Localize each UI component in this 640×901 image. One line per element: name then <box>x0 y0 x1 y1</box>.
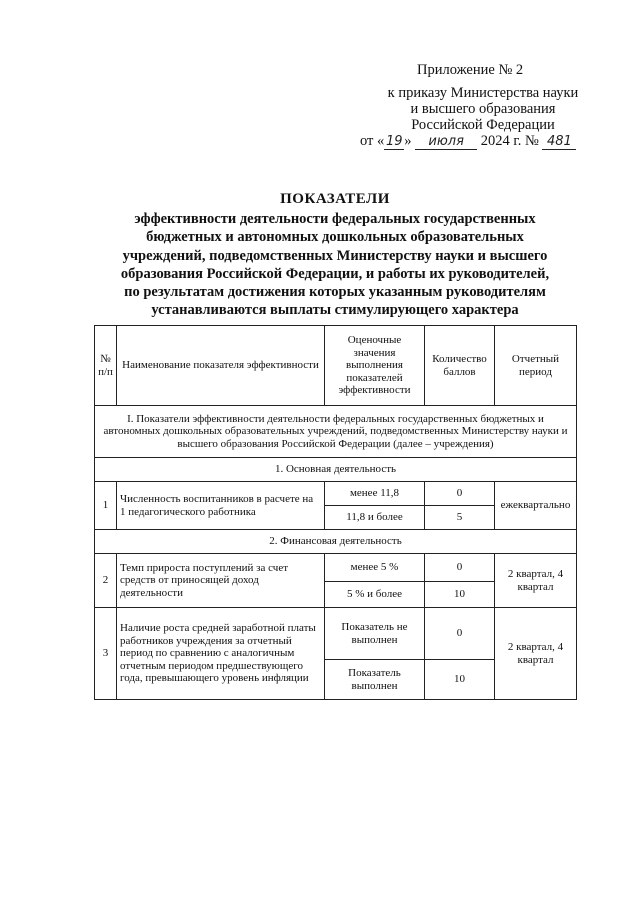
row-1-points-2: 5 <box>425 506 495 530</box>
row-1-name: Численность воспитанников в расчете на 1 педагогического работника <box>117 482 325 530</box>
row-3-value-2: Показатель выполнен <box>325 660 425 700</box>
date-prefix: от « <box>360 133 385 149</box>
document-heading <box>95 190 575 319</box>
table-row <box>95 554 577 582</box>
row-2-num: 2 <box>95 554 117 608</box>
row-2-value-2: 5 % и более <box>325 582 425 608</box>
row-1-points-1: 0 <box>425 482 495 506</box>
row-1-value-2: 11,8 и более <box>325 506 425 530</box>
row-1-num: 1 <box>95 482 117 530</box>
row-1-period: ежеквартально <box>495 482 577 530</box>
appendix-line-2: и высшего образования <box>410 101 556 117</box>
header-points: Количество баллов <box>425 326 495 406</box>
row-3-points-1: 0 <box>425 608 495 660</box>
subsection-row <box>95 458 577 482</box>
date-year: 2024 г. № <box>480 133 539 149</box>
appendix-title: Приложение № 2 <box>417 62 524 78</box>
row-2-value-1: менее 5 % <box>325 554 425 582</box>
appendix-block <box>340 62 610 150</box>
row-1-value-1: менее 11,8 <box>325 482 425 506</box>
subsection-row <box>95 530 577 554</box>
table-header-row <box>95 326 577 406</box>
row-2-points-2: 10 <box>425 582 495 608</box>
row-3-period: 2 квартал, 4 квартал <box>495 608 577 700</box>
heading-line: устанавливаются выплаты стимулирующего характера <box>151 302 519 319</box>
heading-title: ПОКАЗАТЕЛИ <box>280 191 390 207</box>
subsection-1-title: 1. Основная деятельность <box>95 458 577 482</box>
table-row <box>95 482 577 506</box>
row-3-num: 3 <box>95 608 117 700</box>
header-name: Наименование показателя эффективности <box>117 326 325 406</box>
subsection-2-title: 2. Финансовая деятельность <box>95 530 577 554</box>
heading-line: эффективности деятельности федеральных государственных <box>134 211 536 228</box>
row-2-name: Темп прироста поступлений за счет средств от приносящей доход деятельности <box>117 554 325 608</box>
row-2-points-1: 0 <box>425 554 495 582</box>
handwritten-month: июля <box>415 135 477 150</box>
order-date-line <box>360 133 610 150</box>
header-num: № п/п <box>95 326 117 406</box>
appendix-line-3: Российской Федерации <box>411 117 555 133</box>
header-period: Отчетный период <box>495 326 577 406</box>
heading-line: по результатам достижения которых указанным руководителям <box>124 284 546 301</box>
appendix-line-1: к приказу Министерства науки <box>387 85 579 101</box>
handwritten-order-number: 481 <box>542 135 576 150</box>
indicators-table <box>94 325 577 700</box>
row-3-value-1: Показатель не выполнен <box>325 608 425 660</box>
heading-line: учреждений, подведомственных Министерству науки и высшего <box>122 247 548 264</box>
handwritten-day: 19 <box>386 134 403 149</box>
row-3-points-2: 10 <box>425 660 495 700</box>
heading-line: бюджетных и автономных дошкольных образовательных <box>146 229 524 246</box>
section-1-title: I. Показатели эффективности деятельности федеральных государственных бюджетных и автономных дошкольных образовательных учреждений, подведомственных Министерству науки и высшего образования Российской Федерации (далее – учреждения) <box>95 406 577 458</box>
section-row <box>95 406 577 458</box>
heading-line: образования Российской Федерации, и работы их руководителей, <box>120 265 550 282</box>
table-row <box>95 608 577 660</box>
header-values: Оценочные значения выполнения показателей эффективности <box>325 326 425 406</box>
row-2-period: 2 квартал, 4 квартал <box>495 554 577 608</box>
date-mid: » <box>404 133 412 149</box>
row-3-name: Наличие роста средней заработной платы работников учреждения за отчетный период по сравнению с аналогичным отчетным периодом предшествующего года, превышающего уровень инфляции <box>117 608 325 700</box>
